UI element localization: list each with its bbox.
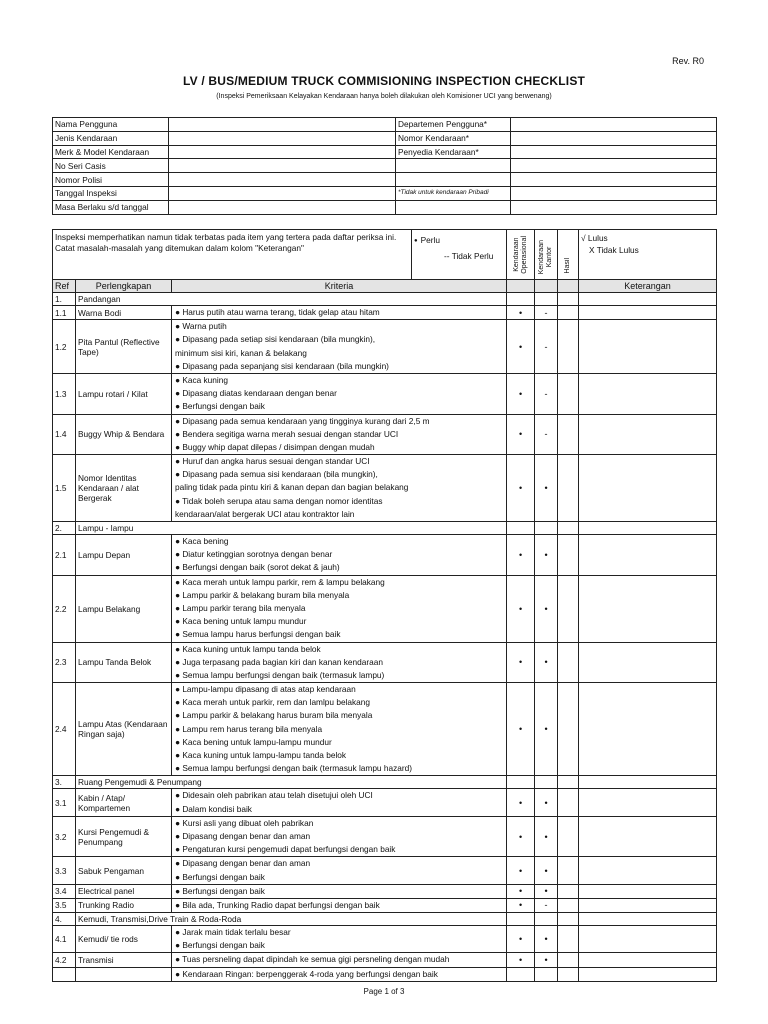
section-cell (507, 293, 535, 306)
mark-operasional: • (507, 953, 535, 967)
section-cell (535, 293, 558, 306)
info-value-field[interactable] (169, 200, 396, 214)
bullet-icon (414, 235, 421, 245)
info-value-field-right[interactable] (511, 159, 717, 173)
hasil-field[interactable] (558, 414, 579, 455)
hasil-field[interactable] (558, 789, 579, 816)
criteria-line: ● Kaca bening untuk lampu mundur (175, 616, 307, 627)
column-operasional (507, 280, 535, 293)
item-ref: 2.2 (53, 575, 76, 642)
criteria-line: ● Lampu parkir & belakang harus buram bila menyala (175, 710, 373, 721)
info-label-right (396, 173, 511, 187)
legend-lulus-text: √ Lulus (581, 233, 608, 243)
checklist-item-row (53, 535, 717, 576)
item-criteria (172, 306, 507, 320)
hasil-field[interactable] (558, 642, 579, 683)
checklist-item-row (53, 816, 717, 857)
item-ref: 1.2 (53, 320, 76, 374)
info-label: Jenis Kendaraan (53, 131, 169, 145)
info-label: Nomor Polisi (53, 173, 169, 187)
item-criteria (172, 320, 507, 374)
item-equipment (76, 967, 172, 981)
checklist-item-row (53, 898, 717, 912)
hasil-field[interactable] (558, 926, 579, 953)
checklist-item-row (53, 857, 717, 884)
mark-kantor: • (535, 953, 558, 967)
item-criteria (172, 455, 507, 522)
keterangan-field[interactable] (579, 306, 717, 320)
keterangan-field[interactable] (579, 683, 717, 776)
criteria-line: ● Berfungsi dengan baik (175, 401, 265, 412)
item-ref: 1.3 (53, 373, 76, 414)
criteria-line: ● Dipasang dengan benar dan aman (175, 830, 311, 841)
criteria-line: ● Dipasang pada setiap sisi kendaraan (bila mungkin), (175, 334, 376, 345)
criteria-line: ● Kaca bening untuk lampu-lampu mundur (175, 736, 332, 747)
info-label: Merk & Model Kendaraan (53, 145, 169, 159)
hasil-field[interactable] (558, 535, 579, 576)
legend-perlu (412, 230, 507, 280)
document-subtitle: (Inspeksi Pemeriksaan Kelayakan Kendaraan hanya boleh dilakukan oleh Komisioner UCI yang berwenang) (216, 93, 552, 100)
criteria-line: ● Kaca merah untuk lampu parkir, rem & lampu belakang (175, 576, 385, 587)
checklist-item-row (53, 884, 717, 898)
item-equipment: Lampu Tanda Belok (76, 642, 172, 683)
section-cell (535, 522, 558, 535)
section-ref: 1. (53, 293, 76, 306)
criteria-line: minimum sisi kiri, kanan & belakang (175, 347, 307, 358)
item-ref: 1.5 (53, 455, 76, 522)
info-label: Masa Berlaku s/d tanggal (53, 200, 169, 214)
section-title: Ruang Pengemudi & Penumpang (76, 776, 507, 789)
mark-kantor: - (535, 306, 558, 320)
info-label-right: Nomor Kendaraan* (396, 131, 511, 145)
page-number: Page 1 of 3 (363, 987, 405, 996)
criteria-line: ● Kursi asli yang dibuat oleh pabrikan (175, 817, 314, 828)
info-row (53, 173, 717, 187)
column-perlengkapan: Perlengkapan (76, 280, 172, 293)
mark-operasional: • (507, 575, 535, 642)
hasil-field[interactable] (558, 373, 579, 414)
header-hasil-text: Hasil (564, 258, 572, 274)
criteria-line: ● Kaca merah untuk parkir, rem dan lamlpu belakang (175, 697, 371, 708)
mark-kantor: • (535, 642, 558, 683)
section-row (53, 913, 717, 926)
checklist-item-row (53, 683, 717, 776)
section-cell (507, 776, 535, 789)
info-row (53, 200, 717, 214)
criteria-line: ● Bila ada, Trunking Radio dapat berfungsi dengan baik (175, 899, 380, 910)
item-ref: 3.4 (53, 884, 76, 898)
item-ref: 3.3 (53, 857, 76, 884)
item-equipment: Kemudi/ tie rods (76, 926, 172, 953)
criteria-line: ● Warna putih (175, 321, 227, 332)
mark-operasional: • (507, 898, 535, 912)
criteria-line: ● Berfungsi dengan baik (sorot dekat & jauh) (175, 562, 340, 573)
hasil-field[interactable] (558, 455, 579, 522)
item-equipment: Nomor Identitas Kendaraan / alat Bergerak (76, 455, 172, 522)
item-equipment: Kursi Pengemudi & Penumpang (76, 816, 172, 857)
info-value-field-right[interactable] (511, 186, 717, 200)
section-row (53, 293, 717, 306)
hasil-field[interactable] (558, 306, 579, 320)
column-kriteria: Kriteria (172, 280, 507, 293)
criteria-line: ● Lampu rem harus terang bila menyala (175, 723, 323, 734)
criteria-line: ● Dipasang dengan benar dan aman (175, 858, 311, 869)
hasil-field[interactable] (558, 898, 579, 912)
criteria-line: ● Bendera segitiga warna merah sesuai dengan standar UCI (175, 428, 399, 439)
keterangan-field[interactable] (579, 884, 717, 898)
mark-kantor: • (535, 816, 558, 857)
criteria-line: ● Berfungsi dengan baik (175, 885, 265, 896)
criteria-line: ● Berfungsi dengan baik (175, 940, 265, 951)
criteria-line: ● Buggy whip dapat dilepas / disimpan dengan mudah (175, 441, 375, 452)
column-header-row (53, 280, 717, 293)
mark-kantor: • (535, 535, 558, 576)
mark-kantor: - (535, 373, 558, 414)
info-label: No Seri Casis (53, 159, 169, 173)
info-value-field-right[interactable] (511, 131, 717, 145)
hasil-field[interactable] (558, 816, 579, 857)
mark-kantor: • (535, 926, 558, 953)
checklist-item-row (53, 967, 717, 981)
hasil-field[interactable] (558, 857, 579, 884)
item-criteria (172, 857, 507, 884)
info-value-field-right[interactable] (511, 145, 717, 159)
hasil-field[interactable] (558, 575, 579, 642)
section-cell (558, 522, 579, 535)
mark-operasional: • (507, 455, 535, 522)
legend-tidak-perlu-text: -- Tidak Perlu (444, 251, 494, 261)
revision-label: Rev. R0 (672, 56, 704, 66)
info-label-right: Departemen Pengguna* (396, 118, 511, 132)
header-kendaraan-kantor (535, 230, 558, 280)
keterangan-field[interactable] (579, 320, 717, 374)
criteria-line: ● Tidak boleh serupa atau sama dengan nomor identitas (175, 495, 383, 506)
criteria-line: ● Dipasang diatas kendaraan dengan benar (175, 388, 337, 399)
criteria-line: ● Tuas persneling dapat dipindah ke semua gigi persneling dengan mudah (175, 954, 450, 965)
criteria-line: paling tidak pada pintu kiri & kanan depan dan bagian belakang (175, 482, 409, 493)
info-row (53, 145, 717, 159)
item-ref: 3.1 (53, 789, 76, 816)
criteria-line: ● Berfungsi dengan baik (175, 871, 265, 882)
mark-operasional: • (507, 857, 535, 884)
hasil-field[interactable] (558, 320, 579, 374)
info-label-right (396, 159, 511, 173)
mark-operasional: • (507, 683, 535, 776)
section-cell (579, 522, 717, 535)
mark-kantor: • (535, 857, 558, 884)
criteria-line: ● Kaca bening (175, 536, 229, 546)
info-label-right (396, 200, 511, 214)
checklist-item-row (53, 953, 717, 967)
vehicle-info-table (52, 117, 717, 215)
item-equipment: Sabuk Pengaman (76, 857, 172, 884)
item-equipment: Pita Pantul (Reflective Tape) (76, 320, 172, 374)
criteria-line: ● Semua lampu berfungsi dengan baik (termasuk lampu hazard) (175, 763, 412, 774)
hasil-field[interactable] (558, 967, 579, 981)
keterangan-field[interactable] (579, 857, 717, 884)
info-value-field[interactable] (169, 118, 396, 132)
item-criteria (172, 926, 507, 953)
criteria-line: ● Harus putih atau warna terang, tidak gelap atau hitam (175, 307, 380, 317)
section-cell (558, 913, 579, 926)
section-cell (507, 522, 535, 535)
section-ref: 2. (53, 522, 76, 535)
item-ref: 3.2 (53, 816, 76, 857)
document-title: LV / BUS/MEDIUM TRUCK COMMISIONING INSPECTION CHECKLIST (182, 74, 586, 88)
item-equipment: Transmisi (76, 953, 172, 967)
section-cell (579, 293, 717, 306)
keterangan-field[interactable] (579, 642, 717, 683)
item-criteria (172, 884, 507, 898)
section-cell (579, 776, 717, 789)
criteria-line: ● Diatur ketinggian sorotnya dengan benar (175, 549, 333, 560)
header-kendaraan-operasional-text: Kendaraan Operasional (512, 236, 528, 274)
mark-kantor: • (535, 789, 558, 816)
info-label: Nama Pengguna (53, 118, 169, 132)
checklist-item-row (53, 373, 717, 414)
criteria-line: ● Dipasang pada semua kendaraan yang tingginya kurang dari 2,5 m (175, 415, 430, 426)
info-label-right: *Tidak untuk kendaraan Pribadi (396, 186, 511, 200)
item-equipment: Trunking Radio (76, 898, 172, 912)
checklist-item-row (53, 306, 717, 320)
keterangan-field[interactable] (579, 373, 717, 414)
mark-operasional: • (507, 373, 535, 414)
mark-operasional: • (507, 642, 535, 683)
item-ref: 1.1 (53, 306, 76, 320)
keterangan-field[interactable] (579, 575, 717, 642)
hasil-field[interactable] (558, 953, 579, 967)
info-value-field-right[interactable] (511, 118, 717, 132)
info-value-field[interactable] (169, 186, 396, 200)
criteria-line: ● Dalam kondisi baik (175, 803, 252, 814)
keterangan-field[interactable] (579, 535, 717, 576)
info-value-field-right[interactable] (511, 173, 717, 187)
item-ref: 1.4 (53, 414, 76, 455)
item-criteria (172, 575, 507, 642)
checklist-item-row (53, 575, 717, 642)
info-row (53, 118, 717, 132)
legend-row (53, 230, 717, 280)
keterangan-field[interactable] (579, 898, 717, 912)
info-row (53, 186, 717, 200)
criteria-line: ● Kendaraan Ringan: berpenggerak 4-roda yang berfungsi dengan baik (175, 968, 438, 979)
keterangan-field[interactable] (579, 789, 717, 816)
item-equipment: Kabin / Atap/ Kompartemen (76, 789, 172, 816)
item-criteria (172, 683, 507, 776)
legend-result (579, 230, 717, 280)
legend-instructions-text: Inspeksi memperhatikan namun tidak terbatas pada item yang tertera pada daftar periksa ini. Catat masalah-masalah yang ditemukan dalam kolom "Keterangan" (55, 232, 397, 253)
item-criteria (172, 789, 507, 816)
section-cell (535, 913, 558, 926)
item-equipment: Lampu Belakang (76, 575, 172, 642)
legend-tidak-lulus-text: X Tidak Lulus (589, 245, 639, 255)
section-title: Lampu - lampu (76, 522, 507, 535)
mark-kantor: • (535, 455, 558, 522)
mark-operasional: • (507, 414, 535, 455)
criteria-line: ● Lampu parkir terang bila menyala (175, 602, 306, 613)
keterangan-field[interactable] (579, 953, 717, 967)
column-ref: Ref (53, 280, 76, 293)
criteria-line: ● Kaca kuning untuk lampu-lampu tanda belok (175, 750, 347, 760)
item-equipment: Electrical panel (76, 884, 172, 898)
item-equipment: Lampu Atas (Kendaraan Ringan saja) (76, 683, 172, 776)
section-title: Pandangan (76, 293, 507, 306)
mark-kantor: - (535, 414, 558, 455)
item-ref: 4.2 (53, 953, 76, 967)
criteria-line: ● Semua lampu harus berfungsi dengan baik (175, 629, 341, 640)
item-criteria (172, 373, 507, 414)
criteria-line: ● Didesain oleh pabrikan atau telah disetujui oleh UCI (175, 790, 373, 801)
criteria-line: ● Pengaturan kursi pengemudi dapat berfungsi dengan baik (175, 844, 396, 855)
info-label: Tanggal Inspeksi (53, 186, 169, 200)
info-value-field[interactable] (169, 173, 396, 187)
item-criteria (172, 642, 507, 683)
item-equipment: Lampu rotari / Kilat (76, 373, 172, 414)
column-kantor (535, 280, 558, 293)
section-title: Kemudi, Transmisi,Drive Train & Roda-Roda (76, 913, 507, 926)
mark-kantor: • (535, 683, 558, 776)
section-row (53, 522, 717, 535)
hasil-field[interactable] (558, 683, 579, 776)
item-ref: 3.5 (53, 898, 76, 912)
item-equipment: Buggy Whip & Bendara (76, 414, 172, 455)
keterangan-field[interactable] (579, 816, 717, 857)
mark-operasional: • (507, 320, 535, 374)
checklist-item-row (53, 320, 717, 374)
item-criteria (172, 816, 507, 857)
item-ref (53, 967, 76, 981)
info-value-field[interactable] (169, 145, 396, 159)
mark-kantor (535, 967, 558, 981)
info-value-field-right[interactable] (511, 200, 717, 214)
section-row (53, 776, 717, 789)
section-cell (558, 776, 579, 789)
item-criteria (172, 967, 507, 981)
criteria-line: ● Lampu parkir & belakang buram bila menyala (175, 589, 350, 600)
mark-kantor: • (535, 884, 558, 898)
info-value-field[interactable] (169, 159, 396, 173)
mark-operasional: • (507, 789, 535, 816)
criteria-line: ● Jarak main tidak terlalu besar (175, 927, 291, 938)
checklist-item-row (53, 414, 717, 455)
mark-operasional: • (507, 926, 535, 953)
checklist-item-row (53, 926, 717, 953)
criteria-line: ● Juga terpasang pada bagian kiri dan kanan kendaraan (175, 656, 383, 667)
section-cell (535, 776, 558, 789)
section-cell (579, 913, 717, 926)
mark-kantor: - (535, 320, 558, 374)
hasil-field[interactable] (558, 884, 579, 898)
item-ref: 2.1 (53, 535, 76, 576)
item-equipment: Warna Bodi (76, 306, 172, 320)
checklist-item-row (53, 642, 717, 683)
section-ref: 4. (53, 913, 76, 926)
item-ref: 4.1 (53, 926, 76, 953)
info-row (53, 159, 717, 173)
keterangan-field[interactable] (579, 414, 717, 455)
header-hasil (558, 230, 579, 280)
checklist-item-row (53, 789, 717, 816)
mark-kantor: • (535, 575, 558, 642)
criteria-line: ● Dipasang pada semua sisi kendaraan (bila mungkin), (175, 469, 378, 480)
info-value-field[interactable] (169, 131, 396, 145)
legend-perlu-text: Perlu (420, 235, 441, 245)
header-kendaraan-operasional (507, 230, 535, 280)
column-keterangan: Keterangan (579, 280, 717, 293)
item-criteria (172, 535, 507, 576)
info-label-right: Penyedia Kendaraan* (396, 145, 511, 159)
keterangan-field[interactable] (579, 967, 717, 981)
criteria-line: ● Kaca kuning untuk lampu tanda belok (175, 643, 321, 654)
mark-operasional: • (507, 816, 535, 857)
column-hasil (558, 280, 579, 293)
criteria-line: ● Lampu-lampu dipasang di atas atap kendaraan (175, 684, 356, 695)
item-ref: 2.4 (53, 683, 76, 776)
item-criteria (172, 414, 507, 455)
mark-operasional: • (507, 884, 535, 898)
keterangan-field[interactable] (579, 926, 717, 953)
item-equipment: Lampu Depan (76, 535, 172, 576)
mark-kantor: - (535, 898, 558, 912)
item-criteria (172, 898, 507, 912)
checklist-item-row (53, 455, 717, 522)
mark-operasional (507, 967, 535, 981)
item-ref: 2.3 (53, 642, 76, 683)
section-cell (558, 293, 579, 306)
keterangan-field[interactable] (579, 455, 717, 522)
inspection-checklist-table (52, 229, 717, 982)
section-cell (507, 913, 535, 926)
criteria-line: kendaraan/alat bergerak UCI atau kontraktor lain (175, 508, 355, 519)
item-criteria (172, 953, 507, 967)
header-kendaraan-kantor-text: Kendaraan Kantor (538, 239, 554, 274)
criteria-line: ● Kaca kuning (175, 374, 228, 385)
section-ref: 3. (53, 776, 76, 789)
criteria-line: ● Huruf dan angka harus sesuai dengan standar UCI (175, 456, 370, 467)
legend-instructions (53, 230, 412, 280)
mark-operasional: • (507, 306, 535, 320)
mark-operasional: • (507, 535, 535, 576)
criteria-line: ● Semua lampu berfungsi dengan baik (termasuk lampu) (175, 669, 385, 680)
info-row (53, 131, 717, 145)
criteria-line: ● Dipasang pada sepanjang sisi kendaraan (bila mungkin) (175, 360, 389, 371)
